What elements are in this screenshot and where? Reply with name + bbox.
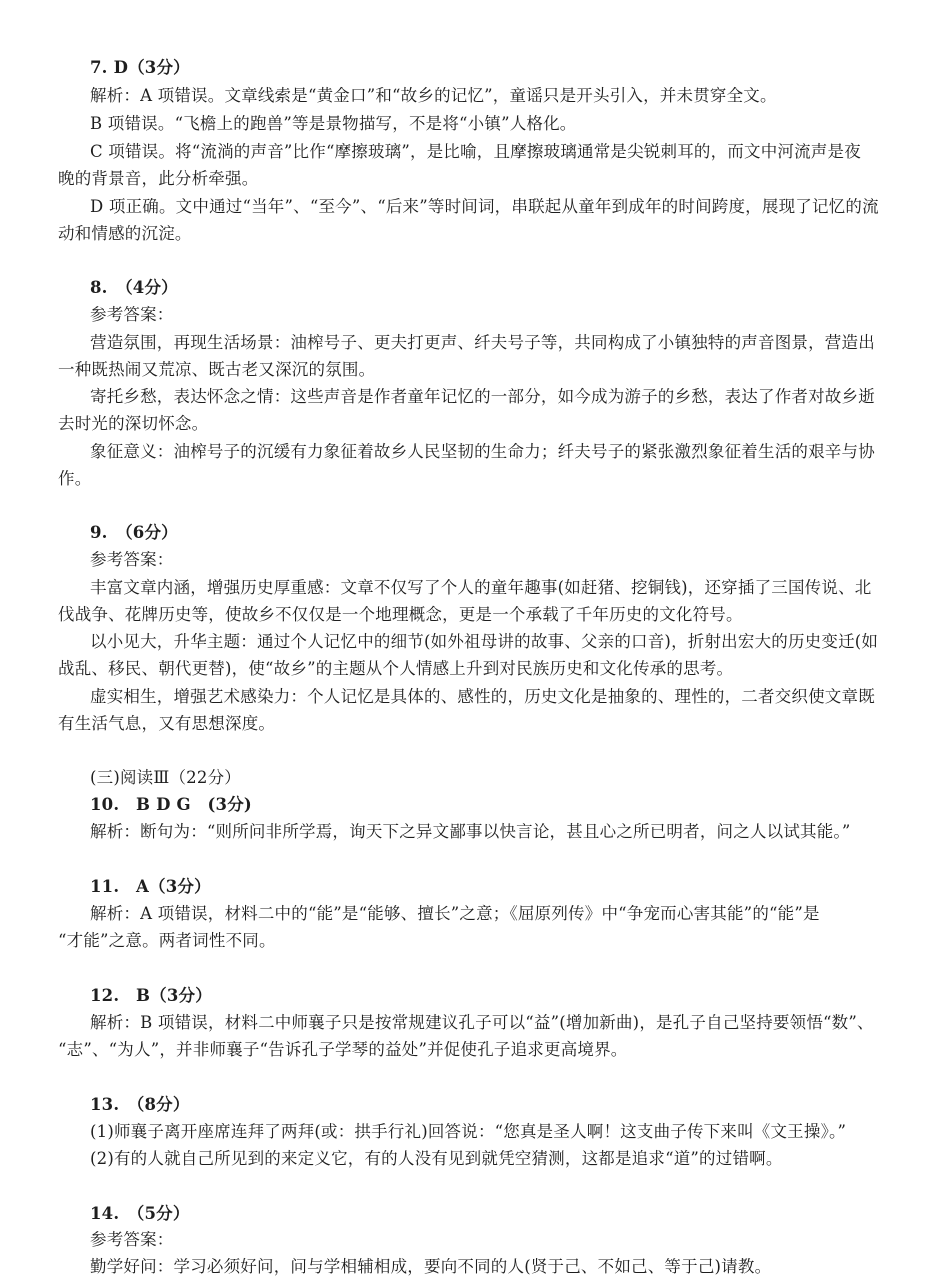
q9-line-7: 有生活气息，又有思想深度。 — [58, 714, 276, 733]
q9-line-2: 丰富文章内涵，增强历史厚重感：文章不仅写了个人的童年趣事(如赶猪、挖铜钱)，还穿插了三国传说、北 — [90, 578, 872, 597]
q9-line-4: 以小见大，升华主题：通过个人记忆中的细节(如外祖母讲的故事、父亲的口音)，折射出宏大的历史变迁(如 — [90, 632, 879, 651]
q12-line-2: “志”、“为人”，并非师襄子“告诉孔子学琴的益处”并促使孔子追求更高境界。 — [58, 1040, 628, 1059]
q9-heading: 9. （6分） — [90, 523, 178, 542]
q12-heading: 12. B（3分） — [90, 986, 212, 1005]
q8-line-2: 营造氛围，再现生活场景：油榨号子、更夫打更声、纤夫号子等，共同构成了小镇独特的声音图景，营造出 — [90, 333, 875, 352]
q7-line-1: 解析：A 项错误。文章线索是“黄金口”和“故乡的记忆”，童谣只是开头引入，并未贯穿全文。 — [90, 86, 777, 105]
q13-heading: 13. （8分） — [90, 1095, 190, 1114]
q11-line-2: “才能”之意。两者词性不同。 — [58, 931, 276, 950]
q14-line-1: 参考答案： — [90, 1230, 174, 1249]
q8-heading: 8. （4分） — [90, 278, 178, 297]
q8-line-7: 作。 — [58, 469, 92, 488]
q8-line-3: 一种既热闹又荒凉、既古老又深沉的氛围。 — [58, 360, 376, 379]
q8-line-6: 象征意义：油榨号子的沉缓有力象征着故乡人民坚韧的生命力；纤夫号子的紧张激烈象征着生活的艰辛与协 — [90, 442, 875, 461]
q7-line-6: 动和情感的沉淀。 — [58, 224, 192, 243]
q13-line-2: (2)有的人就自己所见到的来定义它，有的人没有见到就凭空猜测，这都是追求“道”的过错啊。 — [90, 1149, 783, 1168]
q11-heading: 11. A（3分） — [90, 877, 211, 896]
q9-line-3: 伐战争、花牌历史等，使故乡不仅仅是一个地理概念，更是一个承载了千年历史的文化符号。 — [58, 605, 743, 624]
q7-line-2: B 项错误。“飞檐上的跑兽”等是景物描写，不是将“小镇”人格化。 — [90, 114, 577, 133]
section-3-title: (三)阅读Ⅲ（22分） — [90, 768, 241, 787]
q7-line-4: 晚的背景音，此分析牵强。 — [58, 169, 259, 188]
q14-heading: 14. （5分） — [90, 1204, 190, 1223]
q9-line-5: 战乱、移民、朝代更替)，使“故乡”的主题从个人情感上升到对民族历史和文化传承的思考。 — [58, 659, 734, 678]
q8-line-5: 去时光的深切怀念。 — [58, 414, 209, 433]
q8-line-4: 寄托乡愁，表达怀念之情：这些声音是作者童年记忆的一部分，如今成为游子的乡愁，表达了作者对故乡逝 — [90, 387, 875, 406]
q14-line-2: 勤学好问：学习必须好问，问与学相辅相成，要向不同的人(贤于己、不如己、等于己)请教。 — [90, 1257, 772, 1276]
q11-line-1: 解析：A 项错误，材料二中的“能”是“能够、擅长”之意；《屈原列传》中“争宠而心害其能”的“能”是 — [90, 904, 820, 923]
q7-line-5: D 项正确。文中通过“当年”、“至今”、“后来”等时间词，串联起从童年到成年的时间跨度，展现了记忆的流 — [90, 197, 879, 216]
q10-line-1: 解析：断句为：“则所问非所学焉，询天下之异文鄙事以快言论，甚且心之所已明者，问之人以试其能。” — [90, 822, 851, 841]
q9-line-1: 参考答案： — [90, 550, 174, 569]
q13-line-1: (1)师襄子离开座席连拜了两拜(或：拱手行礼)回答说：“您真是圣人啊！这支曲子传下来叫《文王操》。” — [90, 1122, 847, 1141]
q7-line-3: C 项错误。将“流淌的声音”比作“摩擦玻璃”，是比喻，且摩擦玻璃通常是尖锐刺耳的，而文中河流声是夜 — [90, 142, 861, 161]
q10-heading: 10. B D G (3分) — [90, 795, 252, 814]
q9-line-6: 虚实相生，增强艺术感染力：个人记忆是具体的、感性的，历史文化是抽象的、理性的，二者交织使文章既 — [90, 687, 875, 706]
q12-line-1: 解析：B 项错误，材料二中师襄子只是按常规建议孔子可以“益”(增加新曲)，是孔子自己坚持要领悟“数”、 — [90, 1013, 874, 1032]
q7-heading: 7. D（3分） — [90, 58, 190, 77]
q8-line-1: 参考答案： — [90, 305, 174, 324]
